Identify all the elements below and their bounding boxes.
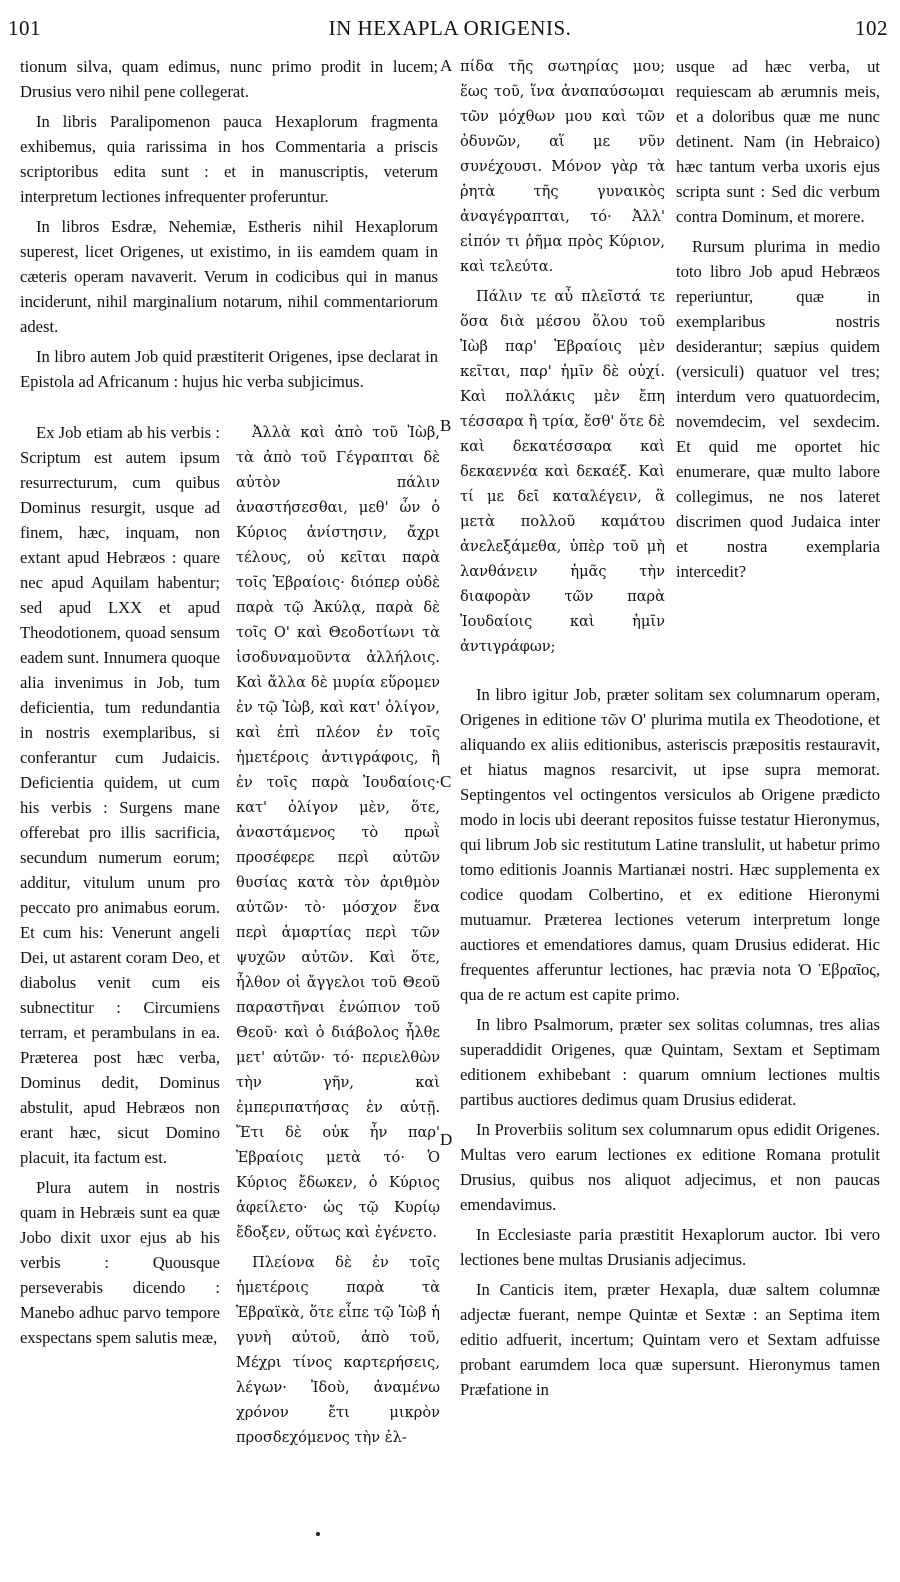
paragraph: Πλείονα δὲ ἐν τοῖς ἡμετέροις παρὰ τὰ Ἑβραϊκὰ, ὅτε εἶπε τῷ Ἰὼβ ἡ γυνὴ αὐτοῦ, ἀπὸ τοῦ, Μέχρι τίνος καρτερήσεις, λέγων· Ἰδοὺ, ἀναμένω χρόνον ἔτι μικρὸν προσδεχόμενος τὴν ἐλ- bbox=[236, 1254, 440, 1446]
margin-letter-c: C bbox=[440, 772, 452, 791]
greek-text-column-left bbox=[236, 420, 440, 1450]
latin-translation-column-right bbox=[676, 54, 880, 584]
paragraph: Πάλιν τε αὖ πλεῖστά τε ὅσα διὰ μέσου ὅλου τοῦ Ἰὼβ παρ' Ἑβραίοις μὲν κεῖται, παρ' ἡμῖν δὲ οὐχί. Καὶ πολλάκις μὲν ἔπη τέσσαρα ἢ τρία, ἔσθ' ὅτε δὲ καὶ δεκατέσσαρα καὶ δεκαεννέα καὶ δεκαέξ. Καὶ τί με δεῖ καταλέγειν, ἃ μετὰ πολλοῦ καμάτου ἀνελεξάμεθα, ὑπὲρ τοῦ μὴ λανθάνειν ἡμᾶς τὴν διαφορὰν τῶν παρὰ Ἰουδαίοις καὶ ἡμῖν ἀντιγράφων; bbox=[460, 288, 665, 655]
running-title: IN HEXAPLA ORIGENIS. bbox=[328, 16, 572, 40]
paragraph: Rursum plurima in medio toto libro Job apud Hebræos reperiuntur, quæ in exemplaribus nostris desiderantur; sæpius quidem (versiculi) quatuor vel tres; interdum vero quatuordecim, novemdecim, vel sexdecim. Et quid me oportet hic enumerare, quæ multo labore collegimus, ne nos lateret discrimen quod Judaica inter et nostra exemplaria intercedit? bbox=[676, 237, 880, 581]
paragraph: In libro Psalmorum, præter sex solitas columnas, tres alias superaddidit Origenes, quæ Quintam, Sextam et Septimam editionem exhibebant : quarum omnium lectiones multis partibus auctiores dedimus quam Drusius ediderat. bbox=[460, 1015, 880, 1109]
page-number-right: 102 bbox=[855, 16, 888, 40]
paragraph: Ex Job etiam ab his verbis : Scriptum est autem ipsum resurrecturum, cum quibus Dominus resurgit, usque ad finem, hæc, inquam, non extant apud Hebræos : quare nec apud Aquilam habentur; sed apud LXX et apud Theodotionem, quoad sensum eadem sunt. Innumera quoque alia invenimus in Job, tum deficientia, tum redundantia in nostris exemplaribus, si conferantur cum Judaicis. Deficientia quidem, ut cum his verbis : Surgens mane offerebat pro illis sacrificia, secundum numerum eorum; additur, vitulum unum pro peccato pro animabus eorum. Et cum his: Venerunt angeli Dei, ut astarent coram Deo, et diabolus venit cum eis subnectitur : Circumiens terram, et perambulans in ea. Præterea post hæc verba, Dominus dedit, Dominus abstulit, apud Hebræos non erant hæc, sicut Domino placuit, ita factum est. bbox=[20, 423, 220, 1167]
paragraph: Plura autem in nostris quam in Hebræis sunt ea quæ Jobo dixit uxor ejus ab his verbis : Quousque perseverabis dicendo : Manebo adhuc parvo tempore exspectans spem salutis meæ, bbox=[20, 1178, 220, 1347]
left-intro-column bbox=[20, 54, 438, 394]
paragraph: usque ad hæc verba, ut requiescam ab ærumnis meis, et a doloribus quæ me nunc detinent. Nam (in Hebraico) hæc tantum verba uxoris ejus scripta sunt : Sed dic verbum contra Dominum, et morere. bbox=[676, 57, 880, 226]
paragraph: In Ecclesiaste paria præstitit Hexaplorum auctor. Ibi vero lectiones bene multas Drusianis adjecimus. bbox=[460, 1225, 880, 1269]
paragraph: In libris Paralipomenon pauca Hexaplorum fragmenta exhibemus, quia rarissima in hos Commentaria a priscis scriptoribus edita sunt : et in manuscriptis, veterum interpretum lectiones infrequenter proferuntur. bbox=[20, 112, 438, 206]
latin-translation-column-left bbox=[20, 420, 220, 1350]
page-number-left: 101 bbox=[8, 16, 41, 40]
margin-letter-d: D bbox=[440, 1130, 453, 1149]
ink-dot bbox=[316, 1532, 320, 1536]
paragraph: tionum silva, quam edimus, nunc primo prodit in lucem; Drusius vero nihil pene collegerat. bbox=[20, 57, 438, 101]
paragraph: In libros Esdræ, Nehemiæ, Estheris nihil Hexaplorum superest, licet Origenes, ut existimo, in iis eamdem quam in cæteris operam navaverit. Verum in codicibus qui in manus inciderunt, nihil marginalium notarum, nihil commentariorum adest. bbox=[20, 217, 438, 336]
paragraph: In Canticis item, præter Hexapla, duæ saltem columnæ adjectæ fuerant, nempe Quintæ et Sextæ : an Septima item editio adfuerit, incertum; Quintam vero et Sextam adfuisse probant earumdem loca quæ supersunt. Hieronymus tamen Præfatione in bbox=[460, 1280, 880, 1399]
greek-text-column-right bbox=[460, 54, 665, 659]
paragraph: In libro igitur Job, præter solitam sex columnarum operam, Origenes in editione τῶν Ο' plurima mutila ex Theodotione, et aliquando ex aliis editionibus, asteriscis præpositis restauravit, et hiatus magnos resarcivit, ut ipse supra memorat. Septingentos vel octingentos versiculos ab Origene prædicto modo in locis ubi deerant repositos fuisse testatur Hieronymus, qui librum Job sic restitutum Latine translulit, ut habetur primo tomo editionis Joannis Martianæi nostri. Hæc supplementa ex codice quodam Colbertino, et ex editione Hieronymi mutuamur. Præterea lectiones veterum interpretum longe auctiores et emendatiores damus, quam Drusius ediderat. Hic frequentes afferuntur lectiones, hac prævia nota Ὁ Ἑβραῖος, qua de re actum est capite primo. bbox=[460, 685, 880, 1004]
margin-letter-a: A bbox=[440, 56, 453, 75]
paragraph: Ἀλλὰ καὶ ἀπὸ τοῦ Ἰὼβ, τὰ ἀπὸ τοῦ Γέγραπται δὲ αὐτὸν πάλιν ἀναστήσεσθαι, μεθ' ὧν ὁ Κύριος ἀνίστησιν, ἄχρι τέλους, οὐ κεῖται παρὰ τοῖς Ἑβραίοις· διόπερ οὐδὲ παρὰ τῷ Ἀκύλᾳ, παρὰ δὲ τοῖς Ο' καὶ Θεοδοτίωνι τὰ ἰσοδυναμοῦντα ἀλλήλοις. Καὶ ἄλλα δὲ μυρία εὕρομεν ἐν τῷ Ἰὼβ, καὶ κατ' ὀλίγον, καὶ ἐπὶ πλέον ἐν τοῖς ἡμετέροις ἀντιγράφοις, ἢ ἐν τοῖς παρὰ Ἰουδαίοις· κατ' ὀλίγον μὲν, ὅτε, ἀναστάμενος τὸ πρωῒ προσέφερε περὶ αὐτῶν θυσίας κατὰ τὸν ἀριθμὸν αὐτῶν· τὸ· μόσχον ἕνα περὶ ἁμαρτίας περὶ τῶν ψυχῶν αὐτῶν. Καὶ ὅτε, ἦλθον οἱ ἄγγελοι τοῦ Θεοῦ παραστῆναι ἐνώπιον τοῦ Θεοῦ· καὶ ὁ διάβολος ἦλθε μετ' αὐτῶν· τό· περιελθὼν τὴν γῆν, καὶ ἐμπεριπατήσας ἐν αὐτῇ. Ἔτι δὲ οὐκ ἦν παρ' Ἑβραίοις μετὰ τό· Ὁ Κύριος ἔδωκεν, ὁ Κύριος ἀφείλετο· ὡς τῷ Κυρίῳ ἔδοξεν, οὕτως καὶ ἐγένετο. bbox=[236, 424, 440, 1241]
paragraph: In libro autem Job quid præstiterit Origenes, ipse declarat in Epistola ad Africanum : hujus hic verba subjicimus. bbox=[20, 347, 438, 391]
right-body-column bbox=[460, 682, 880, 1402]
paragraph: In Proverbiis solitum sex columnarum opus edidit Origenes. Multas vero earum lectiones ex editione Romana protulit Drusius, quibus nos aliquot adjecimus, et non paucas emendavimus. bbox=[460, 1120, 880, 1214]
paragraph: πίδα τῆς σωτηρίας μου; ἕως τοῦ, ἵνα ἀναπαύσωμαι τῶν μόχθων μου καὶ τῶν ὀδυνῶν, αἵ με νῦν συνέχουσι. Μόνον γὰρ τὰ ῥητὰ τῆς γυναικὸς ἀναγέγραπται, τό· Ἀλλ' εἰπόν τι ῥῆμα πρὸς Κύριον, καὶ τελεύτα. bbox=[460, 58, 665, 275]
margin-letter-b: B bbox=[440, 416, 452, 435]
